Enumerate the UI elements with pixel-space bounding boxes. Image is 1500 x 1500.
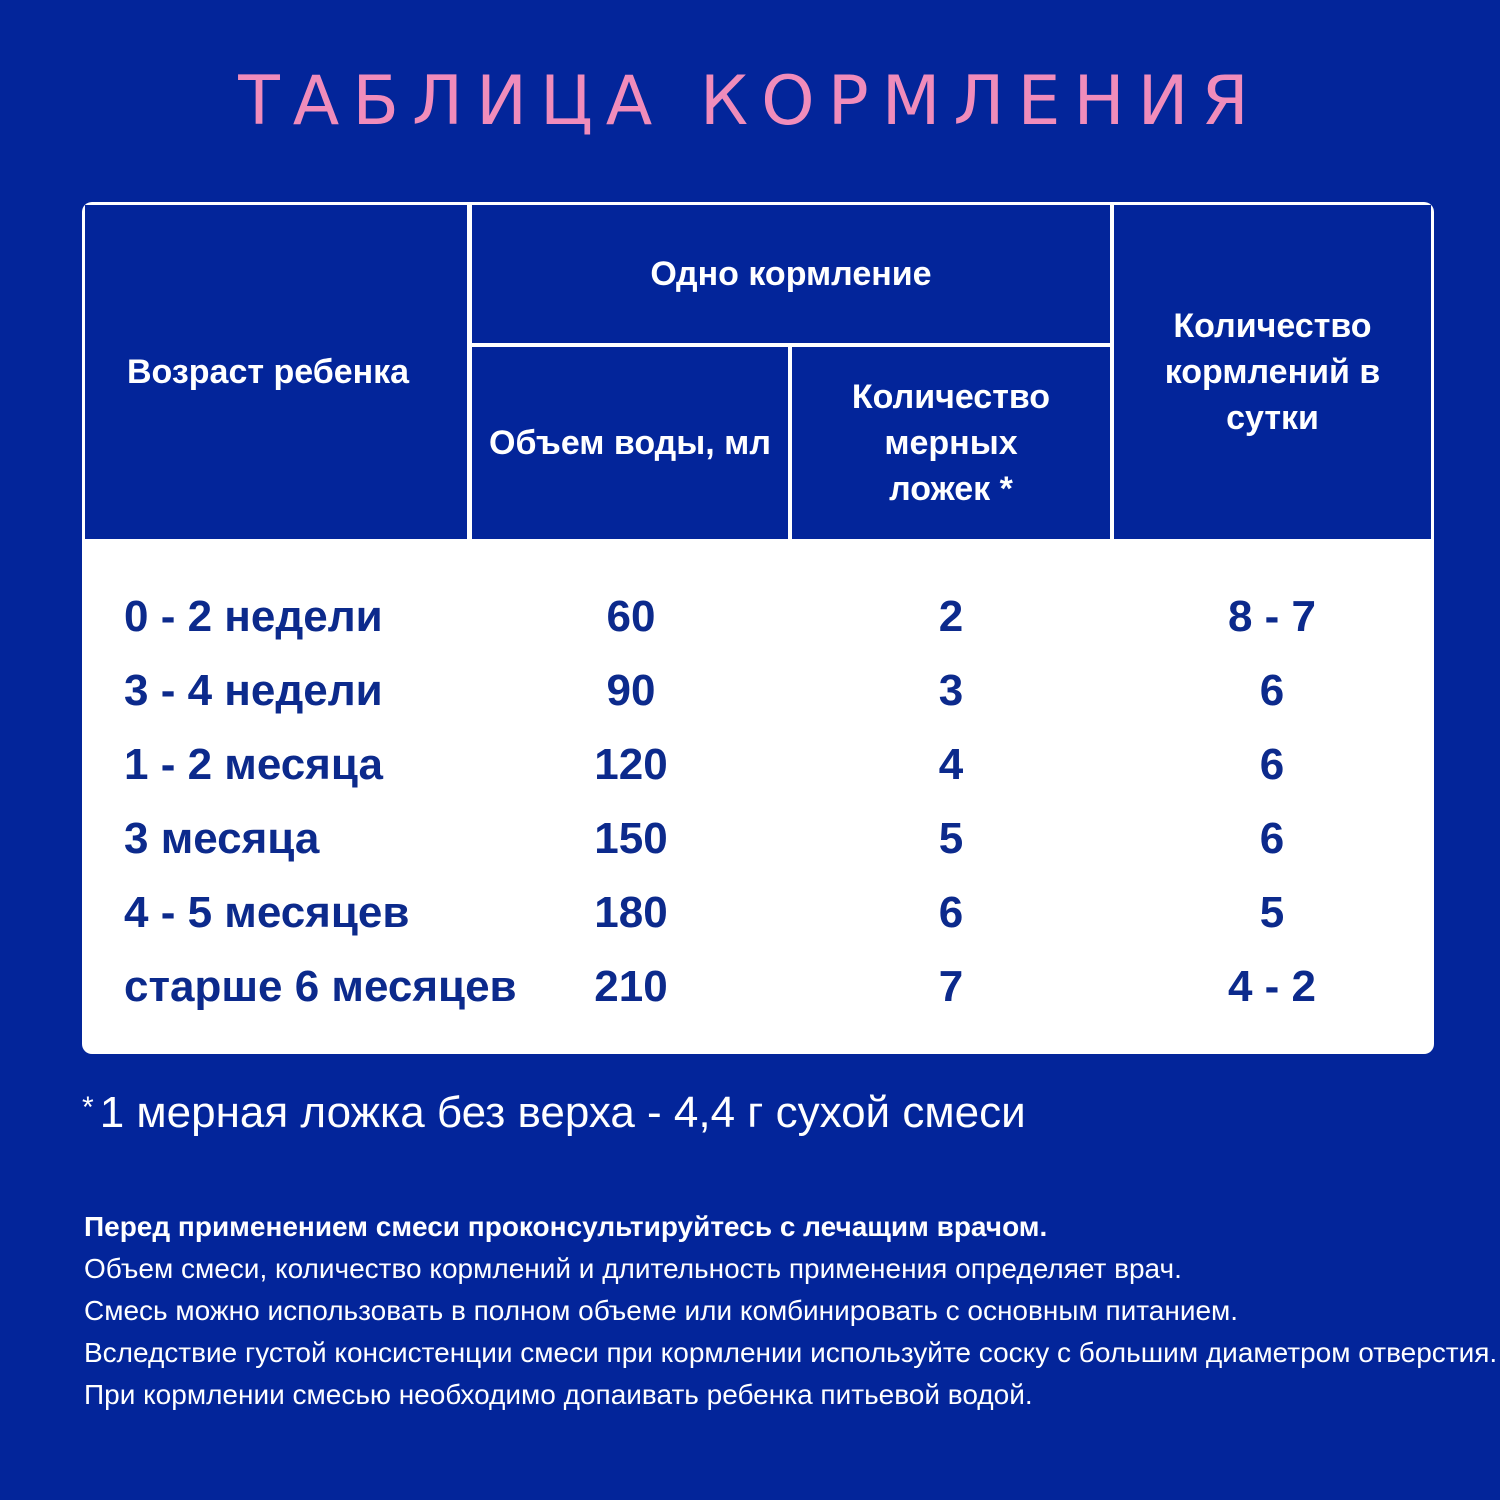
- cell-feeds: 6: [1259, 814, 1285, 863]
- note-combine: Смесь можно использовать в полном объеме или комбинировать с основным питанием.: [84, 1295, 1239, 1326]
- header-one-feeding: Одно кормление: [472, 205, 1110, 343]
- header-age: Возраст ребенка: [85, 205, 467, 539]
- cell-water: 90: [606, 666, 656, 715]
- table-row: [82, 876, 1434, 950]
- cell-age: 4 - 5 месяцев: [124, 888, 410, 937]
- cell-spoons: 6: [938, 888, 964, 937]
- cell-feeds: 6: [1259, 666, 1285, 715]
- table-row: [82, 802, 1434, 876]
- table-row: [82, 580, 1434, 654]
- cell-water: 120: [594, 740, 668, 789]
- cell-feeds: 5: [1259, 888, 1285, 937]
- cell-water: 150: [594, 814, 668, 863]
- table-row: [82, 728, 1434, 802]
- footnote-text: 1 мерная ложка без верха - 4,4 г сухой смеси: [99, 1088, 1026, 1137]
- header-feedings-per-day: Количество кормлений в сутки: [1114, 205, 1431, 539]
- cell-water: 60: [606, 592, 656, 641]
- cell-feeds: 8 - 7: [1227, 592, 1317, 641]
- cell-age: 1 - 2 месяца: [124, 740, 383, 789]
- note-nipple: Вследствие густой консистенции смеси при кормлении используйте соску с большим диаметром отверстия.: [84, 1337, 1498, 1368]
- cell-water: 180: [594, 888, 668, 937]
- cell-age: 0 - 2 недели: [124, 592, 383, 641]
- footnote-marker: *: [82, 1091, 94, 1124]
- cell-spoons: 5: [938, 814, 964, 863]
- header-spoons: Количество мерных ложек *: [792, 347, 1110, 539]
- page-title: ТАБЛИЦА КОРМЛЕНИЯ: [238, 62, 1262, 141]
- note-volume: Объем смеси, количество кормлений и длительность применения определяет врач.: [84, 1253, 1182, 1284]
- cell-age: 3 - 4 недели: [124, 666, 383, 715]
- note-water: При кормлении смесью необходимо допаивать ребенка питьевой водой.: [84, 1379, 1033, 1410]
- header-water-volume: Объем воды, мл: [472, 347, 788, 539]
- table-row: [82, 654, 1434, 728]
- cell-feeds: 4 - 2: [1227, 962, 1317, 1011]
- footnote: [82, 1088, 1026, 1138]
- cell-feeds: 6: [1259, 740, 1285, 789]
- cell-spoons: 2: [938, 592, 964, 641]
- note-consult: Перед применением смеси проконсультируйтесь с лечащим врачом.: [84, 1211, 1048, 1242]
- table-row: [82, 950, 1434, 1024]
- cell-spoons: 3: [938, 666, 964, 715]
- cell-age: старше 6 месяцев: [124, 962, 517, 1011]
- table-header: [82, 202, 1434, 542]
- feeding-table: [82, 202, 1434, 1054]
- usage-notes: [84, 1206, 1498, 1416]
- cell-spoons: 7: [938, 962, 964, 1011]
- table-body: [82, 580, 1434, 1024]
- cell-water: 210: [594, 962, 668, 1011]
- cell-age: 3 месяца: [124, 814, 320, 863]
- cell-spoons: 4: [938, 740, 964, 789]
